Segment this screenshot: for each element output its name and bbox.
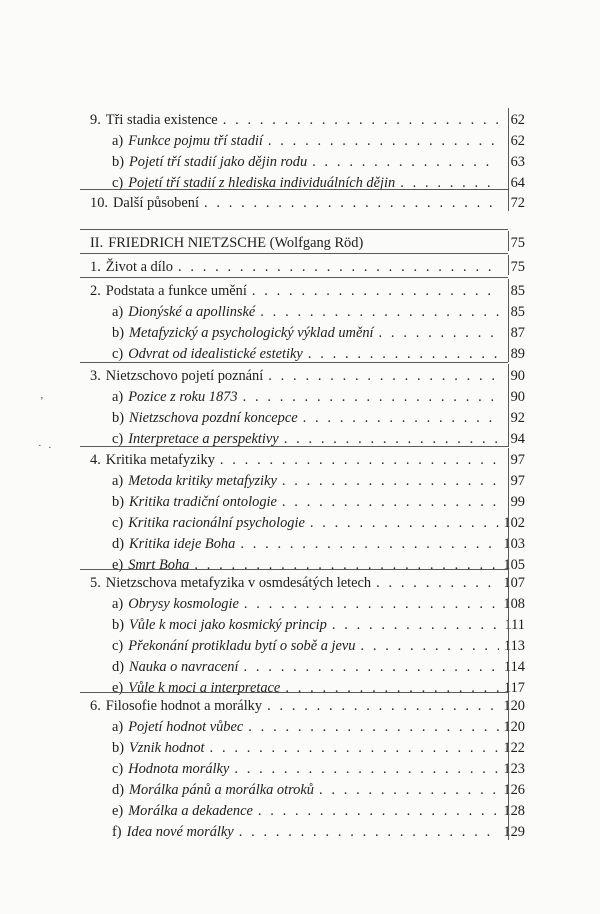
leader-dots (252, 282, 499, 300)
toc-subentry[interactable] (112, 132, 525, 150)
entry-number: 10. (90, 195, 108, 211)
page-number: 123 (503, 761, 525, 777)
leader-dots (244, 595, 499, 613)
entry-title: Tři stadia existence (105, 112, 218, 128)
entry-title: Kritika tradiční ontologie (129, 494, 277, 510)
toc-subentry[interactable] (112, 324, 525, 342)
entry-title: Interpretace a perspektivy (128, 431, 279, 447)
entry-title: Vůle k moci jako kosmický princip (129, 617, 327, 633)
page-number: 102 (503, 515, 525, 531)
section-rule-vertical (508, 279, 509, 362)
leader-dots (303, 409, 499, 427)
section-rule-vertical (508, 694, 509, 840)
entry-title: Kritika ideje Boha (129, 536, 236, 552)
leader-dots (312, 153, 499, 171)
scan-speck: ’ (40, 395, 44, 407)
leader-dots (244, 658, 499, 676)
entry-number: 1. (90, 259, 101, 275)
page-number: 64 (510, 175, 525, 191)
entry-title: Filosofie hodnot a morálky (105, 698, 263, 714)
leader-dots (310, 514, 499, 532)
page-number: 107 (503, 575, 525, 591)
page-number: 85 (510, 304, 525, 320)
toc-subentry[interactable] (112, 679, 525, 697)
page-number: 90 (510, 389, 525, 405)
leader-dots (178, 258, 499, 276)
page-number: 114 (503, 659, 525, 675)
leader-dots (243, 388, 499, 406)
page-number: 108 (503, 596, 525, 612)
leader-dots (239, 823, 499, 841)
entry-title: Dionýské a apollinské (128, 304, 256, 320)
leader-dots (260, 303, 499, 321)
page-number: 97 (510, 473, 525, 489)
entry-number: b) (112, 740, 124, 756)
entry-title: Smrt Boha (128, 557, 190, 573)
leader-dots (220, 451, 499, 469)
toc-subentry[interactable] (112, 616, 525, 634)
entry-number: 2. (90, 283, 101, 299)
page-number: 120 (503, 719, 525, 735)
entry-number: b) (112, 154, 124, 170)
section-rule-horizontal (80, 569, 508, 570)
leader-dots (282, 472, 499, 490)
page-number: 87 (510, 325, 525, 341)
page-number: 89 (510, 346, 525, 362)
page-number: 111 (504, 617, 525, 633)
entry-number: 4. (90, 452, 101, 468)
entry-title: Odvrat od idealistické estetiky (128, 346, 303, 362)
toc-subentry[interactable] (112, 556, 525, 574)
page-number: 85 (510, 283, 525, 299)
entry-number: 6. (90, 698, 101, 714)
toc-subentry[interactable] (112, 760, 525, 778)
toc-subentry[interactable] (112, 802, 525, 820)
entry-number: b) (112, 410, 124, 426)
entry-title: Morálka pánů a morálka otroků (129, 782, 314, 798)
page-number: 117 (503, 680, 525, 696)
page-number: 126 (503, 782, 525, 798)
entry-title: Vznik hodnot (129, 740, 205, 756)
section-rule-vertical (508, 231, 509, 251)
entry-number: a) (112, 389, 124, 405)
page-number: 75 (510, 259, 525, 275)
page-number: 128 (503, 803, 525, 819)
toc-subentry[interactable] (112, 637, 525, 655)
entry-title: FRIEDRICH NIETZSCHE (Wolfgang Röd) (108, 235, 364, 251)
toc-subentry[interactable] (112, 658, 525, 676)
page-number: 99 (510, 494, 525, 510)
entry-number: c) (112, 175, 124, 191)
leader-dots (240, 535, 499, 553)
entry-title: Kritika metafyziky (105, 452, 215, 468)
toc-entry[interactable] (90, 234, 525, 252)
entry-number: d) (112, 536, 124, 552)
entry-title: Pojetí tří stadií z hlediska individuálních dějin (128, 175, 396, 191)
leader-dots (376, 574, 499, 592)
section-rule-horizontal (80, 277, 508, 278)
entry-title: Obrysy kosmologie (128, 596, 239, 612)
leader-dots (194, 556, 499, 574)
toc-subentry[interactable] (112, 409, 525, 427)
toc-subentry[interactable] (112, 514, 525, 532)
leader-dots (332, 616, 499, 634)
page-number: 120 (503, 698, 525, 714)
section-rule-horizontal (80, 446, 508, 447)
page-number: 122 (503, 740, 525, 756)
entry-number: 3. (90, 368, 101, 384)
entry-title: Morálka a dekadence (128, 803, 253, 819)
entry-title: Život a dílo (105, 259, 173, 275)
scan-speck: · (48, 442, 52, 454)
toc-subentry[interactable] (112, 388, 525, 406)
toc-subentry[interactable] (112, 535, 525, 553)
toc-subentry[interactable] (112, 345, 525, 363)
section-rule-vertical (508, 448, 509, 573)
leader-dots (379, 324, 499, 342)
leader-dots (282, 493, 499, 511)
page-number: 62 (510, 133, 525, 149)
entry-number: a) (112, 133, 124, 149)
entry-number: c) (112, 761, 124, 777)
entry-number: c) (112, 431, 124, 447)
entry-title: Pojetí tří stadií jako dějin rodu (129, 154, 308, 170)
leader-dots (267, 697, 499, 715)
section-rule-vertical (508, 571, 509, 696)
toc-subentry[interactable] (112, 493, 525, 511)
toc-entry[interactable] (90, 574, 525, 592)
entry-title: Nietzschova metafyzika v osmdesátých letech (105, 575, 372, 591)
page-number: 103 (503, 536, 525, 552)
toc-subentry[interactable] (112, 823, 525, 841)
entry-title: Vůle k moci a interpretace (128, 680, 281, 696)
toc-subentry[interactable] (112, 718, 525, 736)
entry-number: d) (112, 659, 124, 675)
section-rule-vertical (508, 364, 509, 447)
entry-number: d) (112, 782, 124, 798)
leader-dots (234, 760, 499, 778)
toc-entry[interactable] (90, 111, 525, 129)
page-number: 90 (510, 368, 525, 384)
section-rule-horizontal (80, 189, 508, 190)
entry-title: Idea nové morálky (126, 824, 234, 840)
section-rule-vertical (508, 108, 509, 191)
entry-title: Nietzschovo pojetí poznání (105, 368, 264, 384)
toc-subentry[interactable] (112, 303, 525, 321)
entry-number: f) (112, 824, 122, 840)
page-number: 63 (510, 154, 525, 170)
page-number: 72 (510, 195, 525, 211)
leader-dots (308, 345, 499, 363)
entry-title: Funkce pojmu tří stadií (128, 133, 263, 149)
toc-entry[interactable] (90, 194, 525, 212)
entry-number: e) (112, 680, 124, 696)
toc-subentry[interactable] (112, 739, 525, 757)
toc-subentry[interactable] (112, 153, 525, 171)
page-number: 113 (503, 638, 525, 654)
entry-title: Další působení (113, 195, 199, 211)
entry-number: a) (112, 473, 124, 489)
leader-dots (319, 781, 499, 799)
page-number: 94 (510, 431, 525, 447)
entry-number: e) (112, 803, 124, 819)
toc-entry[interactable] (90, 367, 525, 385)
leader-dots (360, 637, 499, 655)
toc-entry[interactable] (90, 282, 525, 300)
entry-number: a) (112, 719, 124, 735)
leader-dots (248, 718, 499, 736)
entry-number: 5. (90, 575, 101, 591)
toc-subentry[interactable] (112, 781, 525, 799)
entry-title: Kritika racionální psychologie (128, 515, 305, 531)
entry-number: e) (112, 557, 124, 573)
entry-title: Nauka o navracení (129, 659, 239, 675)
leader-dots (210, 739, 499, 757)
entry-title: Nietzschova pozdní koncepce (129, 410, 298, 426)
page-number: 129 (503, 824, 525, 840)
entry-title: Podstata a funkce umění (105, 283, 247, 299)
section-rule-horizontal (80, 692, 508, 693)
entry-title: Překonání protikladu bytí o sobě a jevu (128, 638, 356, 654)
page-number: 62 (510, 112, 525, 128)
entry-number: b) (112, 494, 124, 510)
section-rule-horizontal (80, 229, 508, 230)
toc-subentry[interactable] (112, 595, 525, 613)
leader-dots (285, 679, 499, 697)
entry-title: Pozice z roku 1873 (128, 389, 238, 405)
page-number: 97 (510, 452, 525, 468)
entry-number: c) (112, 346, 124, 362)
entry-number: a) (112, 596, 124, 612)
toc-entry[interactable] (90, 451, 525, 469)
leader-dots (223, 111, 499, 129)
page-number: 75 (510, 235, 525, 251)
scan-speck: · (38, 440, 42, 452)
toc-entry[interactable] (90, 697, 525, 715)
entry-number: c) (112, 638, 124, 654)
toc-subentry[interactable] (112, 472, 525, 490)
entry-number: c) (112, 515, 124, 531)
section-rule-horizontal (80, 362, 508, 363)
section-rule-vertical (508, 191, 509, 211)
page-number: 92 (510, 410, 525, 426)
entry-number: a) (112, 304, 124, 320)
leader-dots (258, 802, 499, 820)
entry-title: Pojetí hodnot vůbec (128, 719, 244, 735)
leader-dots (268, 132, 499, 150)
section-rule-vertical (508, 255, 509, 275)
entry-number: 9. (90, 112, 101, 128)
entry-title: Hodnota morálky (128, 761, 230, 777)
entry-number: II. (90, 235, 104, 251)
section-rule-horizontal (80, 253, 508, 254)
entry-title: Metoda kritiky metafyziky (128, 473, 277, 489)
leader-dots (268, 367, 499, 385)
page-number: 105 (503, 557, 525, 573)
entry-number: b) (112, 617, 124, 633)
leader-dots (204, 194, 499, 212)
entry-title: Metafyzický a psychologický výklad umění (129, 325, 374, 341)
entry-number: b) (112, 325, 124, 341)
toc-entry[interactable] (90, 258, 525, 276)
